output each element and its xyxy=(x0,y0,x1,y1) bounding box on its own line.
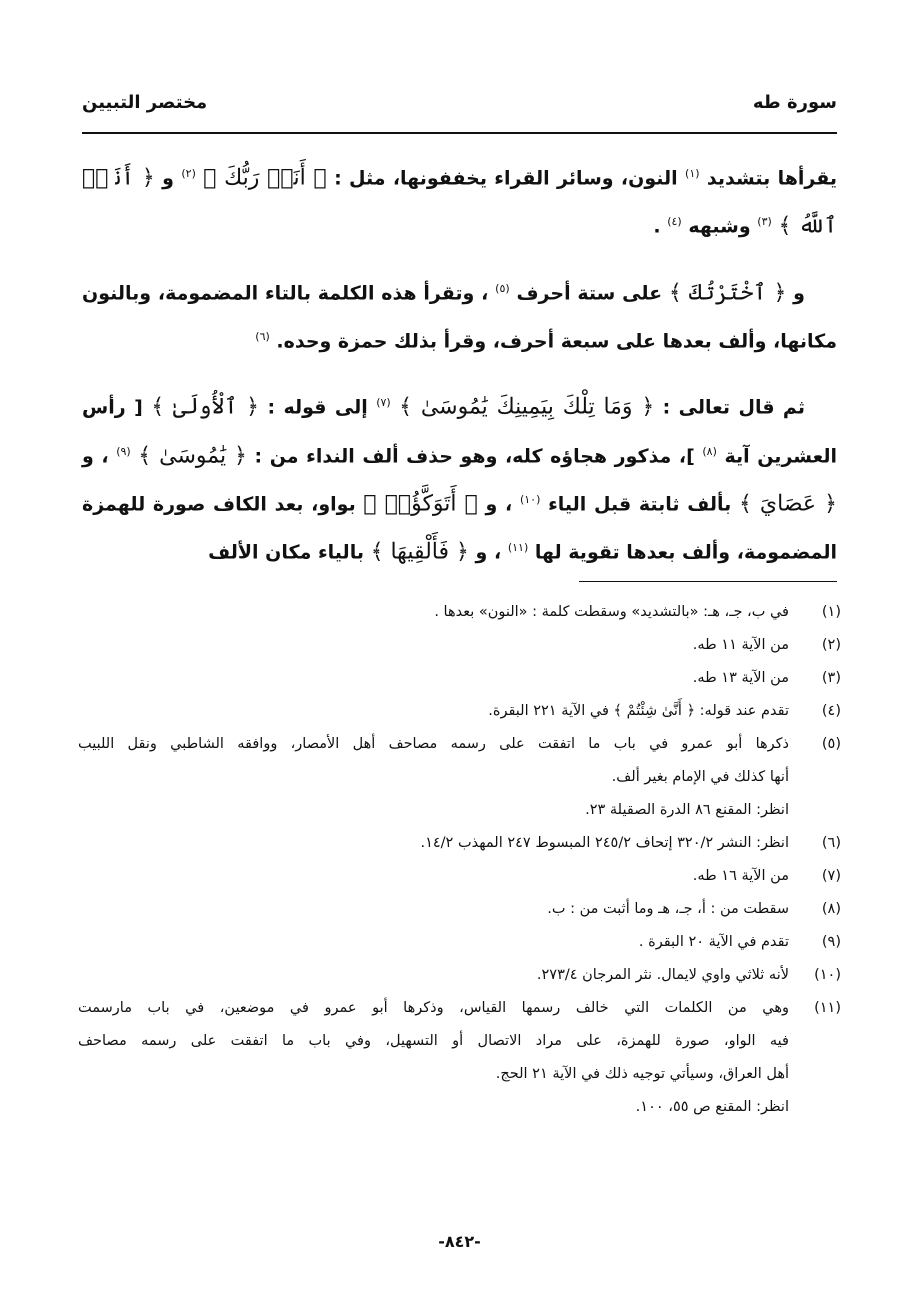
footnote-item xyxy=(78,695,841,728)
text-run: ، و xyxy=(82,444,109,467)
text-run: ، وتقرأ هذه الكلمة بالتاء المضمومة، وبالنون مكانها، وألف بعدها على سبعة أحرف، وقرأ بذلك حمزة وحده. xyxy=(82,281,837,353)
quran-quote: ﴿ ٱلْأُولَىٰ ﴾ xyxy=(151,394,260,420)
footnote-line: من الآية ١٣ طه. xyxy=(692,670,789,686)
footnote-number: (٨) xyxy=(821,901,841,917)
text-run: . xyxy=(653,215,661,238)
text-run: و xyxy=(162,167,174,190)
footnote-item xyxy=(78,629,841,662)
footnote-item xyxy=(78,992,841,1124)
text-run: بالياء مكان الألف xyxy=(208,541,364,564)
footnote-ref-8: (٨) xyxy=(702,444,717,458)
footnote-number: (٢) xyxy=(821,637,841,653)
footnote-ref-10: (١٠) xyxy=(519,492,541,506)
quran-quote: ﴿ يَٰمُوسَىٰ ﴾ xyxy=(138,442,247,468)
text-run: ثم قال تعالى : xyxy=(654,396,805,419)
footnotes xyxy=(78,596,841,1124)
quran-quote: ﴿ أَنَا۠ رَبُّكَ ﴾ xyxy=(203,165,327,191)
quran-quote: ﴿ عَصَايَ ﴾ xyxy=(738,491,837,517)
footnote-line: انظر: النشر ٣٢٠/٢ إتحاف ٢٤٥/٢ المبسوط ٢٤٧ المهذب ١٤/٢. xyxy=(420,835,789,851)
footnote-line: انظر: المقنع ٨٦ الدرة الصقيلة ٢٣. xyxy=(585,802,789,818)
running-header xyxy=(82,86,837,122)
footnote-ref-3: (٣) xyxy=(757,215,772,229)
text-run: و xyxy=(793,281,805,304)
footnote-line: تقدم عند قوله: ﴿ أَنَّىٰ شِئْتُمْ ﴾ في الآية ٢٢١ البقرة. xyxy=(488,703,789,719)
paragraph-1 xyxy=(82,152,837,249)
footnote-ref-1: (١) xyxy=(685,167,700,180)
footnote-number: (٩) xyxy=(821,934,841,950)
text-run: ]، مذكور هجاؤه كله، وهو حذف ألف النداء من : xyxy=(246,444,695,467)
text-run: بواو، بعد الكاف صورة للهمزة المضمومة، وألف بعدها تقوية لها xyxy=(82,493,837,564)
footnote-number: (١٠) xyxy=(814,967,841,983)
footnote-item xyxy=(78,662,841,695)
main-text xyxy=(82,152,837,593)
footnote-item xyxy=(78,926,841,959)
footnote-item xyxy=(78,728,841,827)
footnote-line: وهي من الكلمات التي خالف رسمها القياس، وذكرها أبو عمرو في موضعين، في باب مارسمت xyxy=(78,1000,789,1016)
text-run: بألف ثابتة قبل الياء xyxy=(548,493,732,516)
text-run: يقرأها بتشديد xyxy=(706,167,838,190)
text-run: وشبهه xyxy=(688,215,751,238)
footnote-line: سقطت من : أ، جـ، هـ وما أثبت من : ب. xyxy=(547,901,789,917)
footnote-number: (١١) xyxy=(814,1000,841,1016)
footnote-item xyxy=(78,860,841,893)
paragraph-3 xyxy=(82,381,837,574)
footnote-ref-2: (٢) xyxy=(181,167,196,180)
quran-quote: ﴿ ٱخْتَرْتُكَ ﴾ xyxy=(668,279,787,305)
quran-quote: ﴿ وَمَا تِلْكَ بِيَمِينِكَ يَٰمُوسَىٰ ﴾ xyxy=(399,394,655,420)
footnote-number: (٥) xyxy=(821,736,841,752)
paragraph-2 xyxy=(82,267,837,364)
footnote-line: لأنه ثلاثي واوي لايمال. نثر المرجان ٢٧٣/٤. xyxy=(536,967,789,983)
quran-quote: ﴿ فَأَلْقِيهَا ﴾ xyxy=(370,539,469,565)
footnote-line: ذكرها أبو عمرو في باب ما اتفقت على رسمه مصاحف أهل الأمصار، ووافقه الشاطبي ونقل اللبيب xyxy=(78,736,789,752)
footnote-line: في ب، جـ، هـ: «بالتشديد» وسقطت كلمة : «النون» بعدها . xyxy=(434,604,789,620)
footnote-ref-4: (٤) xyxy=(667,215,682,229)
footnote-ref-6: (٦) xyxy=(255,329,270,343)
footnote-item xyxy=(78,959,841,992)
book-title: مختصر التبيين xyxy=(82,92,208,113)
page-number: -٨٤٢- xyxy=(438,1232,481,1251)
footnote-separator xyxy=(579,581,837,582)
footnote-ref-5: (٥) xyxy=(495,281,510,295)
footnote-ref-7: (٧) xyxy=(376,396,391,410)
footnote-ref-9: (٩) xyxy=(116,444,131,458)
text-run: ، و xyxy=(475,541,502,564)
footnote-line: من الآية ١١ طه. xyxy=(692,637,789,653)
footnote-number: (٧) xyxy=(821,868,841,884)
footnote-line: تقدم في الآية ٢٠ البقرة . xyxy=(638,934,789,950)
quran-quote: ﴿ أَنَا۠ ٱللَّهُ ﴾ xyxy=(82,165,837,239)
bracketed-insert: [ رأس العشرين آية xyxy=(82,396,837,467)
footnote-line: من الآية ١٦ طه. xyxy=(692,868,789,884)
quran-quote: ﴿ أَتَوَكَّؤُا۟ ﴾ xyxy=(363,491,478,517)
footnote-item xyxy=(78,893,841,926)
header-rule xyxy=(82,132,837,134)
footnote-number: (٣) xyxy=(821,670,841,686)
footnote-ref-11: (١١) xyxy=(507,541,529,555)
footnote-item xyxy=(78,827,841,860)
text-run: النون، وسائر القراء يخففونها، مثل : xyxy=(326,167,678,190)
text-run: ، و xyxy=(485,493,513,516)
footnote-number: (٤) xyxy=(821,703,841,719)
footnote-line: أنها كذلك في الإمام بغير ألف. xyxy=(611,769,789,785)
footnote-line: فيه الواو، صورة للهمزة، على مراد الاتصال أو التسهيل، وفي باب ما اتفقت على رسمه مصاحف xyxy=(78,1033,789,1049)
footnote-line: أهل العراق، وسيأتي توجيه ذلك في الآية ٢١ الحج. xyxy=(495,1066,789,1082)
footnote-number: (١) xyxy=(821,604,841,620)
footnote-item xyxy=(78,596,841,629)
footnote-number: (٦) xyxy=(821,835,841,851)
text-run: إلى قوله : xyxy=(259,396,368,419)
text-run: على ستة أحرف xyxy=(516,281,663,304)
footnote-line: انظر: المقنع ص ٥٥، ١٠٠. xyxy=(635,1099,789,1115)
surah-title: سورة طه xyxy=(752,92,837,113)
